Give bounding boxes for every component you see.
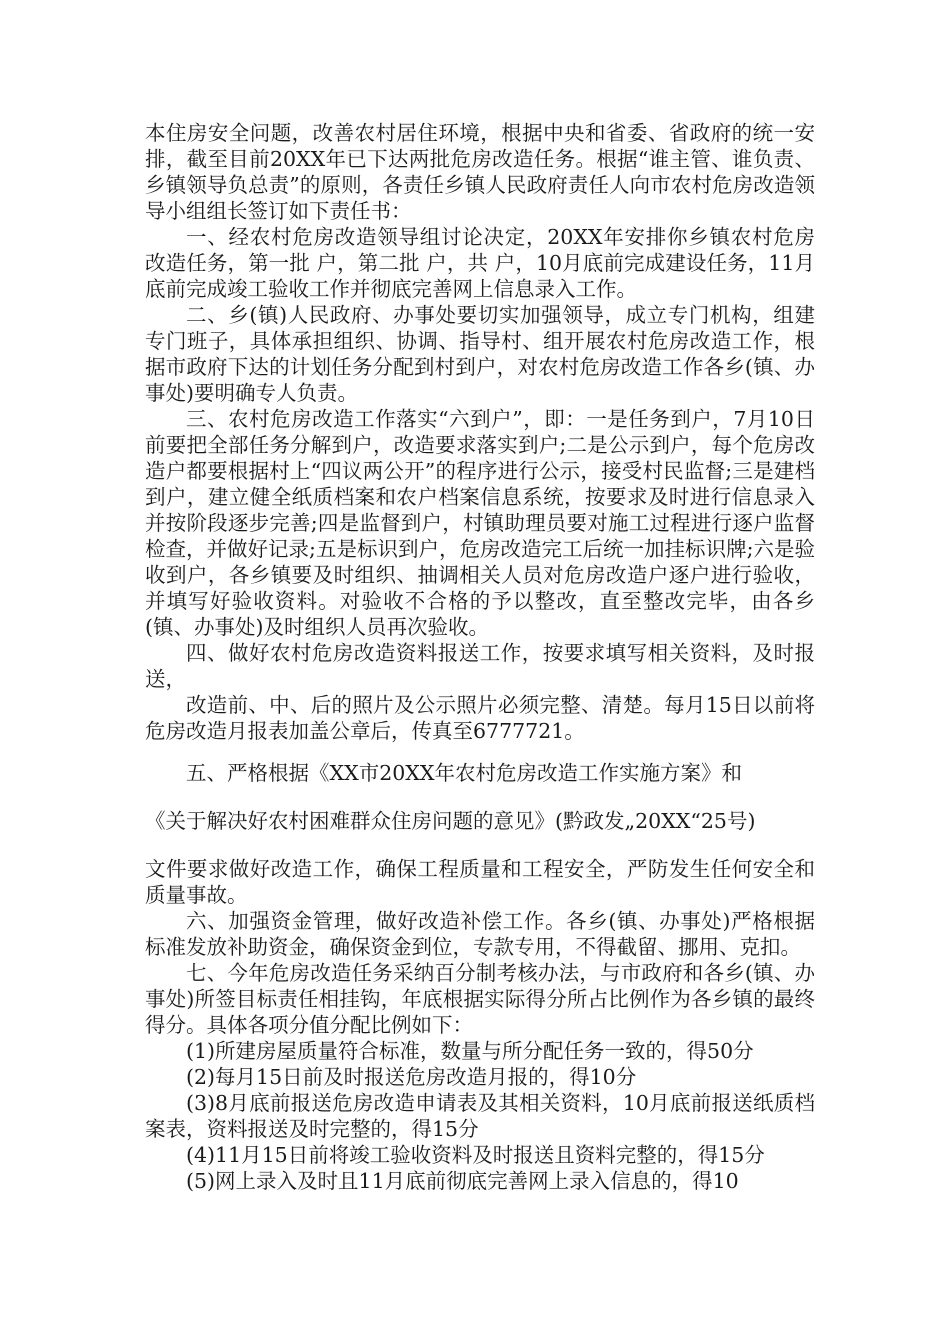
score-item-5: (5)网上录入及时且11月底前彻底完善网上录入信息的，得10 xyxy=(186,1169,739,1193)
paragraph-item-7: 七、今年危房改造任务采纳百分制考核办法，与市政府和各乡(镇、办事处)所签目标责任相挂钩，年底根据实际得分所占比例作为各乡镇的最终得分。具体各项分值分配比例如下： xyxy=(145,961,815,1037)
paragraph-item-2: 二、乡(镇)人民政府、办事处要切实加强领导，成立专门机构，组建专门班子，具体承担组织、协调、指导村、组开展农村危房改造工作，根据市政府下达的计划任务分配到村到户，对农村危房改造工作各乡(镇、办事处)要明确专人负责。 xyxy=(145,303,815,405)
paragraph-item-4: 四、做好农村危房改造资料报送工作，按要求填写相关资料，及时报送， xyxy=(145,641,815,691)
paragraph-item-3: 三、农村危房改造工作落实“六到户”，即：一是任务到户，7月10日前要把全部任务分解到户，改造要求落实到户;二是公示到户，每个危房改造户都要根据村上“四议两公开”的程序进行公示，接受村民监督;三是建档到户，建立健全纸质档案和农户档案信息系统，按要求及时进行信息录入并按阶段逐步完善;四是监督到户，村镇助理员要对施工过程进行逐户监督检查，并做好记录;五是标识到户，危房改造完工后统一加挂标识牌;六是验收到户，各乡镇要及时组织、抽调相关人员对危房改造户逐户进行验收，并填写好验收资料。对验收不合格的予以整改，直至整改完毕，由各乡(镇、办事处)及时组织人员再次验收。 xyxy=(145,407,815,639)
score-item-4: (4)11月15日前将竣工验收资料及时报送且资料完整的，得15分 xyxy=(186,1143,765,1167)
paragraph-item-5: 五、严格根据《XX市20XX年农村危房改造工作实施方案》和 xyxy=(186,761,742,785)
document-body xyxy=(145,120,815,1194)
score-item-1: (1)所建房屋质量符合标准，数量与所分配任务一致的，得50分 xyxy=(186,1039,754,1063)
paragraph-item-5-continued: 文件要求做好改造工作，确保工程质量和工程安全，严防发生任何安全和质量事故。 xyxy=(145,857,815,907)
paragraph-item-1: 一、经农村危房改造领导组讨论决定，20XX年安排你乡镇农村危房改造任务，第一批 户，第二批 户，共 户，10月底前完成建设任务，11月底前完成竣工验收工作并彻底完善网上信息录入工作。 xyxy=(145,225,815,301)
paragraph-intro: 本住房安全问题，改善农村居住环境，根据中央和省委、省政府的统一安排，截至目前20XX年已下达两批危房改造任务。根据“谁主管、谁负责、乡镇领导负总责”的原则，各责任乡镇人民政府责任人向市农村危房改造领导小组组长签订如下责任书： xyxy=(145,121,815,223)
paragraph-item-5-document-title: 《关于解决好农村困难群众住房问题的意见》(黔政发„20XX“25号) xyxy=(145,809,756,833)
paragraph-item-6: 六、加强资金管理，做好改造补偿工作。各乡(镇、办事处)严格根据标准发放补助资金，确保资金到位，专款专用，不得截留、挪用、克扣。 xyxy=(145,909,815,959)
score-item-3: (3)8月底前报送危房改造申请表及其相关资料，10月底前报送纸质档案表，资料报送及时完整的，得15分 xyxy=(145,1091,815,1141)
score-item-2: (2)每月15日前及时报送危房改造月报的，得10分 xyxy=(186,1065,637,1089)
paragraph-item-4-continued: 改造前、中、后的照片及公示照片必须完整、清楚。每月15日以前将危房改造月报表加盖公章后，传真至6777721。 xyxy=(145,693,815,743)
